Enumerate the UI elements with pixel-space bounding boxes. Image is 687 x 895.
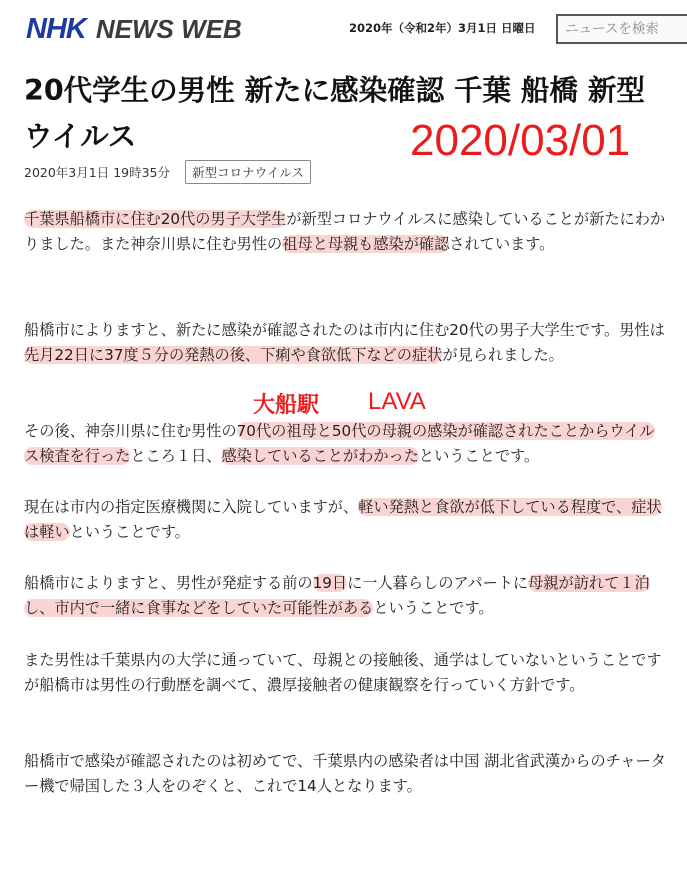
- article-paragraph: [24, 207, 669, 257]
- highlighted-text: 母親が訪れて１泊し、市内で一緒に食事などをしていた可能性がある: [24, 574, 650, 617]
- header-date: 2020年（令和2年）3月1日 日曜日: [349, 21, 536, 35]
- body-text: ということです。: [69, 523, 190, 541]
- body-text: ところ１日、: [130, 447, 222, 465]
- body-text: 船橋市によりますと、男性が発症する前の: [24, 574, 313, 592]
- body-text: ということです。: [373, 599, 494, 617]
- article-meta: [24, 160, 311, 184]
- article-title: 20代学生の男性 新たに感染確認 千葉 船橋 新型ウイルス: [24, 74, 645, 153]
- body-text: ということです。: [418, 447, 540, 465]
- highlighted-text: 19日: [312, 574, 348, 592]
- category-tag-link[interactable]: 新型コロナウイルス: [185, 160, 311, 184]
- nhk-news-web-logo[interactable]: [26, 13, 242, 45]
- highlighted-text: 感染していることがわかった: [221, 447, 419, 465]
- logo-nhk-text: NHK: [26, 13, 86, 45]
- highlighted-text: 千葉県船橋市に住む20代の男子大学生: [24, 210, 287, 228]
- article-paragraph: [24, 749, 669, 799]
- body-text: に一人暮らしのアパートに: [347, 574, 529, 592]
- body-text: が新型コロナウイルスに感染していることが新たにわかりました。また神奈川県に住む男性の: [24, 210, 666, 253]
- highlighted-text: 軽い発熱と食欲が低下している程度で、症状は軽い: [24, 498, 662, 541]
- article-paragraph: [24, 571, 669, 621]
- published-time: 2020年3月1日 19時35分: [24, 165, 171, 180]
- highlighted-text: 先月22日に37度５分の発熱の後、下痢や食欲低下などの症状: [24, 346, 443, 364]
- highlighted-text: 祖母と母親も感染が確認: [282, 235, 450, 253]
- annotation-station: 大船駅: [253, 393, 320, 418]
- article-paragraph: [24, 419, 669, 469]
- highlighted-text: 70代の祖母と50代の母親の感染が確認されたことからウイルス検査を行った: [24, 422, 655, 465]
- body-text: 船橋市で感染が確認されたのは初めてで、千葉県内の感染者は中国 湖北省武漢からのチャーター機で帰国した３人をのぞくと、これで14人となります。: [24, 752, 666, 795]
- article-paragraph: [24, 495, 669, 545]
- logo-news-web-text: NEWS WEB: [95, 14, 242, 44]
- body-text: 現在は市内の指定医療機関に入院していますが、: [24, 498, 359, 516]
- article-paragraph: [24, 648, 669, 698]
- article-paragraph: [24, 318, 669, 368]
- search-input[interactable]: ニュースを検索: [556, 14, 687, 44]
- body-text: その後、神奈川県に住む男性の: [24, 422, 237, 440]
- body-text: 船橋市によりますと、新たに感染が確認されたのは市内に住む20代の男子大学生です。男性は: [24, 321, 665, 339]
- body-text: が見られました。: [442, 346, 564, 364]
- annotation-date-stamp: 2020/03/01: [410, 116, 631, 165]
- annotation-lava: LAVA: [368, 388, 426, 415]
- body-text: されています。: [449, 235, 555, 253]
- body-text: また男性は千葉県内の大学に通っていて、母親との接触後、通学はしていないということですが船橋市は男性の行動歴を調べて、濃厚接触者の健康観察を行っていく方針です。: [24, 651, 662, 694]
